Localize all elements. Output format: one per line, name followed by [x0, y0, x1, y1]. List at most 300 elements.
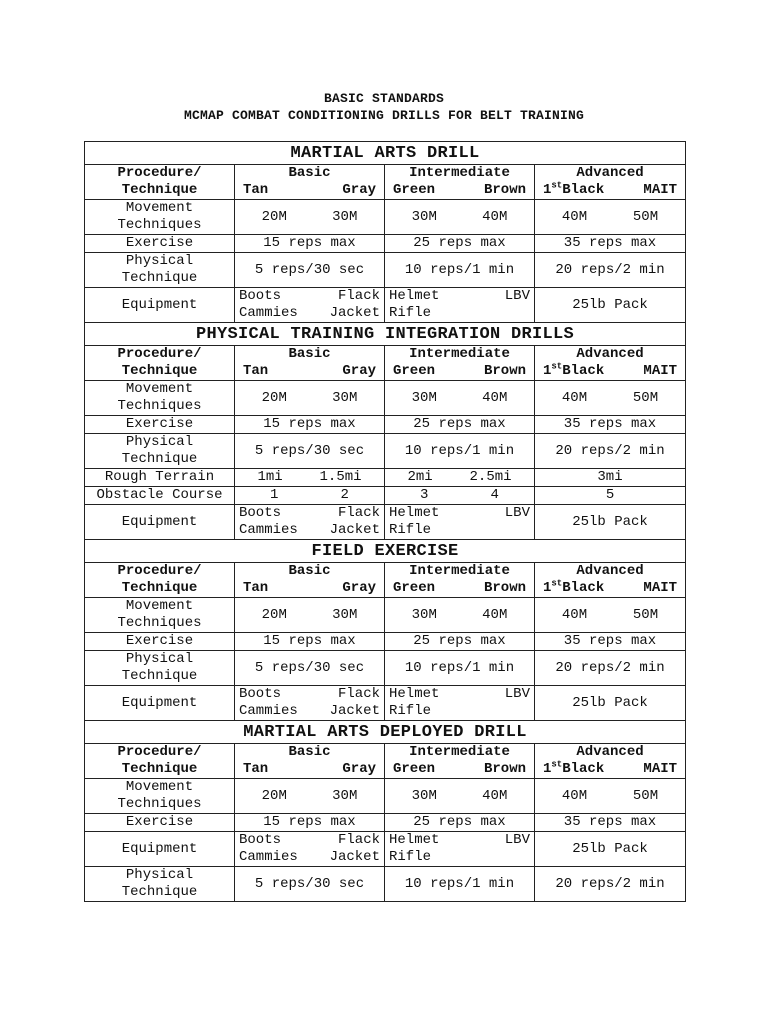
table-cell [385, 288, 535, 323]
belt-pair [239, 182, 380, 199]
cell-value: 15 reps max [263, 235, 356, 251]
row-label: Equipment [85, 288, 235, 323]
value-pair [239, 607, 380, 624]
cell-value: 10 reps/1 min [404, 261, 515, 278]
basic-header [235, 563, 385, 598]
belt-name: Black [562, 761, 605, 777]
value-pair [539, 607, 681, 624]
cell-value: 35 reps max [563, 235, 657, 251]
belt-label: Green [393, 761, 436, 777]
table-cell [535, 434, 686, 469]
table-cell [385, 505, 535, 540]
equipment-item: LBV [504, 505, 530, 521]
cell-value: 40M [561, 389, 588, 406]
table-cell [235, 381, 385, 416]
procedure-label: Procedure/ [117, 563, 202, 579]
table-cell [535, 686, 686, 721]
level-label: Intermediate [409, 346, 510, 362]
equipment-item: Jacket [329, 522, 380, 538]
table-cell [235, 416, 385, 434]
basic-header [235, 346, 385, 381]
value-pair [239, 209, 380, 226]
equipment-item: Jacket [329, 703, 380, 719]
level-label: Intermediate [409, 563, 510, 579]
table-cell [535, 235, 686, 253]
level-label: Intermediate [409, 744, 510, 760]
cell-value: 35 reps max [563, 814, 657, 830]
table-cell [385, 469, 535, 487]
procedure-header [85, 563, 235, 598]
table-row [85, 487, 686, 505]
table-cell [535, 814, 686, 832]
value-pair [539, 390, 681, 407]
row-label: Exercise [85, 814, 235, 832]
belt-pair [389, 580, 530, 597]
table-row [85, 235, 686, 253]
table-row [85, 469, 686, 487]
cell-value: 20M [261, 389, 287, 406]
cell-value: 2 [340, 487, 349, 503]
section-title: MARTIAL ARTS DEPLOYED DRILL [85, 721, 686, 744]
cell-value: 25 reps max [413, 235, 506, 251]
cell-value: 25lb Pack [572, 513, 648, 530]
technique-label: Technique [121, 580, 198, 596]
level-label: Basic [288, 563, 331, 579]
belt-label: Green [393, 182, 436, 198]
ordinal-suffix: st [551, 361, 563, 372]
ordinal-suffix: st [551, 759, 563, 770]
section-title-row [85, 142, 686, 165]
column-header-row [85, 563, 686, 598]
belt-name: Black [562, 363, 605, 379]
cell-value: 40M [482, 389, 508, 406]
row-label: Equipment [85, 686, 235, 721]
belt-label: Gray [342, 761, 376, 777]
table-row [85, 832, 686, 867]
table-cell [235, 235, 385, 253]
cell-value: 30M [411, 389, 437, 406]
cell-value: 25 reps max [413, 416, 506, 432]
table-row [85, 779, 686, 814]
table-row [85, 288, 686, 323]
cell-value: 50M [632, 208, 659, 225]
table-row [85, 814, 686, 832]
table-cell [385, 434, 535, 469]
value-pair [389, 209, 530, 226]
cell-value: 20M [261, 606, 287, 623]
belt-label [543, 580, 604, 597]
belt-label: MAIT [643, 761, 678, 777]
cell-value: 10 reps/1 min [404, 659, 515, 676]
cell-value: 20 reps/2 min [555, 261, 665, 278]
value-pair [389, 487, 530, 504]
cell-value: 5 reps/30 sec [254, 875, 365, 892]
table-cell [535, 200, 686, 235]
cell-value: 20M [261, 787, 287, 804]
cell-value: 40M [561, 606, 588, 623]
value-pair [239, 390, 380, 407]
table-cell [235, 288, 385, 323]
table-row [85, 867, 686, 902]
equipment-item: Helmet [389, 505, 440, 521]
ordinal-suffix: st [551, 180, 563, 191]
cell-value: 25lb Pack [572, 840, 648, 857]
section-title: PHYSICAL TRAINING INTEGRATION DRILLS [85, 323, 686, 346]
cell-value: 20 reps/2 min [555, 442, 665, 459]
value-pair [539, 788, 681, 805]
table-cell [385, 633, 535, 651]
ordinal-number: 1 [543, 580, 552, 596]
value-pair [389, 607, 530, 624]
belt-label: Brown [483, 580, 526, 596]
procedure-label: Procedure/ [117, 165, 202, 181]
belt-label: MAIT [643, 363, 678, 379]
row-label: Exercise [85, 633, 235, 651]
value-pair [239, 487, 380, 504]
row-label: Movement Techniques [85, 200, 235, 235]
table-row [85, 381, 686, 416]
procedure-header [85, 165, 235, 200]
document-subtitle: MCMAP COMBAT CONDITIONING DRILLS FOR BELT TRAINING [183, 108, 585, 123]
cell-value: 20 reps/2 min [555, 875, 665, 892]
advanced-header [535, 563, 686, 598]
intermediate-header [385, 165, 535, 200]
table-cell [385, 867, 535, 902]
ordinal-number: 1 [543, 363, 552, 379]
value-pair [389, 469, 530, 486]
equipment-item: Boots [239, 288, 282, 304]
belt-label: Gray [342, 363, 376, 379]
table-cell [385, 779, 535, 814]
belt-label: Tan [243, 761, 269, 777]
row-label: Equipment [85, 832, 235, 867]
level-label: Basic [288, 744, 331, 760]
cell-value: 25lb Pack [572, 296, 648, 313]
table-row [85, 200, 686, 235]
cell-value: 1.5mi [319, 469, 362, 485]
equipment-item: Jacket [329, 305, 380, 321]
table-cell [385, 253, 535, 288]
belt-label: Gray [342, 580, 376, 596]
cell-value: 30M [332, 787, 358, 804]
value-pair [539, 209, 681, 226]
row-label: Movement Techniques [85, 598, 235, 633]
belt-pair [539, 363, 681, 380]
belt-label: Tan [243, 363, 269, 379]
basic-header [235, 744, 385, 779]
table-cell [235, 253, 385, 288]
cell-value: 2mi [407, 469, 433, 485]
section-title-row [85, 540, 686, 563]
cell-value: 15 reps max [263, 633, 356, 649]
cell-value: 5 reps/30 sec [254, 442, 365, 459]
table-cell [235, 200, 385, 235]
value-pair [239, 788, 380, 805]
equipment-item: Rifle [389, 305, 432, 321]
belt-name: Black [562, 182, 605, 198]
equipment-item: Cammies [239, 305, 298, 321]
technique-label: Technique [121, 761, 198, 777]
row-label: Rough Terrain [85, 469, 235, 487]
document-title: BASIC STANDARDS [323, 91, 445, 106]
table-cell [535, 779, 686, 814]
belt-label: Tan [243, 580, 269, 596]
level-label: Advanced [576, 744, 644, 760]
equipment-item: Helmet [389, 288, 440, 304]
table-cell [535, 633, 686, 651]
advanced-header [535, 165, 686, 200]
table-cell [535, 381, 686, 416]
cell-value: 25 reps max [413, 814, 506, 830]
equipment-list [239, 505, 380, 539]
level-label: Advanced [576, 165, 644, 181]
row-label: Physical Technique [85, 651, 235, 686]
table-row [85, 598, 686, 633]
belt-label: Brown [483, 182, 526, 198]
equipment-item: Rifle [389, 849, 432, 865]
cell-value: 1 [270, 487, 279, 503]
level-label: Advanced [576, 563, 644, 579]
section-title: FIELD EXERCISE [85, 540, 686, 563]
table-cell [535, 651, 686, 686]
cell-value: 30M [332, 389, 358, 406]
table-cell [385, 686, 535, 721]
equipment-list [239, 832, 380, 866]
equipment-item: Helmet [389, 832, 440, 848]
cell-value: 25 reps max [413, 633, 506, 649]
equipment-item [462, 305, 531, 322]
cell-value: 30M [411, 787, 437, 804]
belt-pair [539, 182, 681, 199]
equipment-list [239, 686, 380, 720]
level-label: Basic [288, 346, 331, 362]
table-cell [385, 814, 535, 832]
cell-value: 50M [632, 787, 659, 804]
table-cell [535, 469, 686, 487]
belt-name: Black [562, 580, 605, 596]
cell-value: 50M [632, 606, 659, 623]
cell-value: 2.5mi [469, 469, 512, 485]
cell-value: 1mi [257, 469, 283, 485]
table-cell [235, 487, 385, 505]
section-title: MARTIAL ARTS DRILL [85, 142, 686, 165]
cell-value: 15 reps max [263, 814, 356, 830]
row-label: Physical Technique [85, 253, 235, 288]
equipment-item: Boots [239, 686, 282, 702]
procedure-header [85, 346, 235, 381]
table-row [85, 633, 686, 651]
column-header-row [85, 744, 686, 779]
equipment-item: Flack [337, 288, 380, 304]
table-cell [535, 867, 686, 902]
equipment-item [462, 703, 531, 720]
table-cell [535, 598, 686, 633]
equipment-list [239, 288, 380, 322]
table-cell [235, 651, 385, 686]
ordinal-suffix: st [551, 578, 563, 589]
row-label: Exercise [85, 235, 235, 253]
value-pair [389, 390, 530, 407]
table-cell [385, 381, 535, 416]
table-cell [235, 779, 385, 814]
cell-value: 20 reps/2 min [555, 659, 665, 676]
ordinal-number: 1 [543, 182, 552, 198]
cell-value: 3mi [597, 469, 623, 485]
cell-value: 5 reps/30 sec [254, 659, 365, 676]
cell-value: 10 reps/1 min [404, 442, 515, 459]
belt-label: Green [393, 363, 436, 379]
cell-value: 20M [261, 208, 287, 225]
table-cell [535, 505, 686, 540]
table-cell [385, 487, 535, 505]
equipment-item: Cammies [239, 849, 298, 865]
cell-value: 40M [482, 606, 508, 623]
value-pair [389, 788, 530, 805]
section-title-row [85, 721, 686, 744]
cell-value: 15 reps max [263, 416, 356, 432]
equipment-item: Boots [239, 505, 282, 521]
equipment-item: Flack [337, 505, 380, 521]
procedure-label: Procedure/ [117, 744, 202, 760]
cell-value: 35 reps max [563, 633, 657, 649]
row-label: Physical Technique [85, 867, 235, 902]
equipment-list [389, 832, 530, 866]
belt-label [543, 761, 604, 778]
ordinal-number: 1 [543, 761, 552, 777]
table-cell [235, 598, 385, 633]
table-cell [235, 434, 385, 469]
level-label: Intermediate [409, 165, 510, 181]
belt-label: Brown [483, 761, 526, 777]
table-row [85, 651, 686, 686]
equipment-item [462, 522, 531, 539]
belt-pair [389, 363, 530, 380]
belt-pair [239, 761, 380, 778]
belt-pair [539, 761, 681, 778]
table-row [85, 253, 686, 288]
table-cell [535, 416, 686, 434]
cell-value: 4 [490, 487, 499, 503]
section-title-row [85, 323, 686, 346]
table-cell [235, 686, 385, 721]
row-label: Equipment [85, 505, 235, 540]
table-cell [385, 235, 535, 253]
cell-value: 30M [332, 606, 358, 623]
belt-pair [539, 580, 681, 597]
belt-label: Brown [483, 363, 526, 379]
cell-value: 35 reps max [563, 416, 657, 432]
equipment-item: Rifle [389, 703, 432, 719]
procedure-label: Procedure/ [117, 346, 202, 362]
advanced-header [535, 744, 686, 779]
table-cell [235, 505, 385, 540]
drills-table [84, 141, 686, 902]
level-label: Advanced [576, 346, 644, 362]
belt-pair [239, 363, 380, 380]
cell-value: 25lb Pack [572, 694, 648, 711]
table-cell [535, 288, 686, 323]
table-cell [385, 832, 535, 867]
belt-label: Green [393, 580, 436, 596]
basic-header [235, 165, 385, 200]
cell-value: 30M [332, 208, 358, 225]
table-cell [235, 867, 385, 902]
equipment-item [462, 849, 531, 866]
belt-label: Gray [342, 182, 376, 198]
table-cell [385, 200, 535, 235]
cell-value: 30M [411, 208, 437, 225]
cell-value: 40M [561, 787, 588, 804]
row-label: Exercise [85, 416, 235, 434]
column-header-row [85, 165, 686, 200]
table-cell [535, 487, 686, 505]
table-cell [235, 469, 385, 487]
table-cell [385, 651, 535, 686]
equipment-item: Flack [337, 832, 380, 848]
equipment-item: Helmet [389, 686, 440, 702]
level-label: Basic [288, 165, 331, 181]
belt-label: MAIT [643, 182, 678, 198]
equipment-item: Rifle [389, 522, 432, 538]
intermediate-header [385, 744, 535, 779]
table-row [85, 434, 686, 469]
row-label: Movement Techniques [85, 381, 235, 416]
belt-pair [389, 182, 530, 199]
advanced-header [535, 346, 686, 381]
equipment-item: Boots [239, 832, 282, 848]
intermediate-header [385, 346, 535, 381]
table-cell [235, 832, 385, 867]
belt-label: MAIT [643, 580, 678, 596]
equipment-item: LBV [504, 686, 530, 702]
row-label: Obstacle Course [85, 487, 235, 505]
table-cell [535, 253, 686, 288]
procedure-header [85, 744, 235, 779]
table-cell [235, 633, 385, 651]
cell-value: 40M [561, 208, 588, 225]
equipment-list [389, 288, 530, 322]
table-cell [535, 832, 686, 867]
belt-pair [239, 580, 380, 597]
table-row [85, 416, 686, 434]
belt-label [543, 182, 604, 199]
value-pair [239, 469, 380, 486]
cell-value: 5 [605, 487, 615, 503]
intermediate-header [385, 563, 535, 598]
equipment-item: Cammies [239, 703, 298, 719]
equipment-item: Cammies [239, 522, 298, 538]
equipment-item: LBV [504, 832, 530, 848]
technique-label: Technique [121, 363, 198, 379]
belt-label [543, 363, 604, 380]
cell-value: 10 reps/1 min [404, 875, 515, 892]
table-row [85, 505, 686, 540]
table-cell [385, 598, 535, 633]
equipment-list [389, 505, 530, 539]
cell-value: 30M [411, 606, 437, 623]
belt-label: Tan [243, 182, 269, 198]
equipment-item: LBV [504, 288, 530, 304]
equipment-list [389, 686, 530, 720]
table-cell [385, 416, 535, 434]
cell-value: 50M [632, 389, 659, 406]
table-row [85, 686, 686, 721]
belt-pair [389, 761, 530, 778]
cell-value: 5 reps/30 sec [254, 261, 365, 278]
column-header-row [85, 346, 686, 381]
equipment-item: Flack [337, 686, 380, 702]
cell-value: 40M [482, 787, 508, 804]
